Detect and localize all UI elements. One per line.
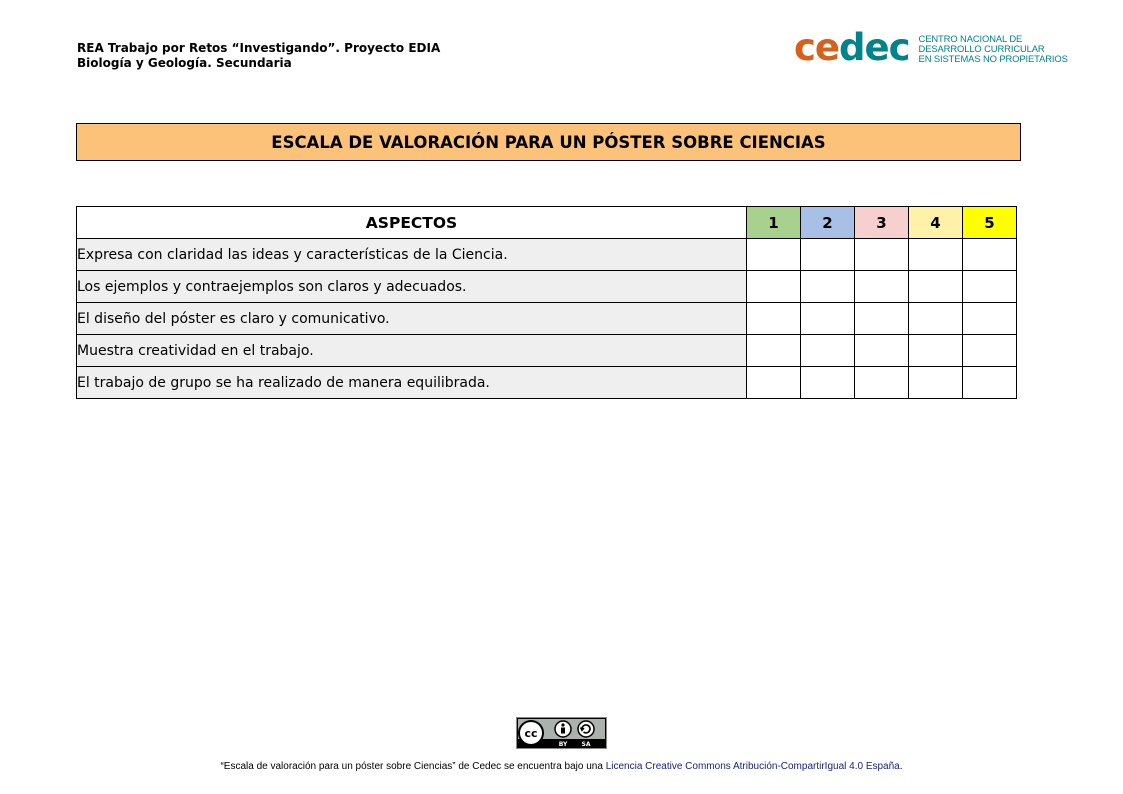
score-header-2: 2 (801, 207, 855, 239)
score-header-4: 4 (909, 207, 963, 239)
aspect-label: Expresa con claridad las ideas y características de la Ciencia. (77, 239, 747, 271)
aspect-label: El trabajo de grupo se ha realizado de manera equilibrada. (77, 367, 747, 399)
logo-word-part1: ce (794, 26, 840, 69)
score-cell-5[interactable] (963, 367, 1017, 399)
table-header-row (77, 207, 1017, 239)
share-alike-icon (578, 721, 594, 737)
score-cell-5[interactable] (963, 335, 1017, 367)
score-cell-5[interactable] (963, 239, 1017, 271)
score-cell-4[interactable] (909, 239, 963, 271)
aspect-label: Muestra creatividad en el trabajo. (77, 335, 747, 367)
score-cell-5[interactable] (963, 303, 1017, 335)
score-cell-3[interactable] (855, 239, 909, 271)
logo-subtitle-line2: DESARROLLO CURRICULAR (918, 43, 1045, 54)
table-row (77, 239, 1017, 271)
logo-word-part2: dec (839, 26, 910, 69)
score-header-1: 1 (747, 207, 801, 239)
sa-label: SA (581, 741, 591, 748)
score-cell-2[interactable] (801, 335, 855, 367)
score-header-5: 5 (963, 207, 1017, 239)
header-line-1: REA Trabajo por Retos “Investigando”. Proyecto EDIA (77, 41, 441, 55)
table-row (77, 367, 1017, 399)
score-cell-2[interactable] (801, 303, 855, 335)
score-cell-5[interactable] (963, 271, 1017, 303)
score-cell-3[interactable] (855, 271, 909, 303)
attribution-icon (555, 721, 571, 737)
score-cell-4[interactable] (909, 367, 963, 399)
footer-end: . (899, 761, 903, 772)
logo-wordmark (794, 28, 910, 68)
document-header (77, 41, 440, 71)
score-cell-2[interactable] (801, 271, 855, 303)
table-row (77, 271, 1017, 303)
score-cell-3[interactable] (855, 335, 909, 367)
aspect-label: El diseño del póster es claro y comunicativo. (77, 303, 747, 335)
score-cell-3[interactable] (855, 303, 909, 335)
license-link[interactable]: Licencia Creative Commons Atribución-CompartirIgual 4.0 España (605, 761, 900, 772)
score-cell-1[interactable] (747, 335, 801, 367)
logo-subtitle-line3: EN SISTEMAS NO PROPIETARIOS (918, 53, 1068, 64)
cedec-logo (794, 28, 1068, 68)
table-row (77, 303, 1017, 335)
score-cell-2[interactable] (801, 367, 855, 399)
logo-subtitle-line1: CENTRO NACIONAL DE (918, 33, 1023, 44)
score-cell-1[interactable] (747, 239, 801, 271)
footer-text: “Escala de valoración para un póster sobre Ciencias” de Cedec se encuentra bajo una (220, 761, 606, 772)
score-cell-4[interactable] (909, 303, 963, 335)
aspects-header: ASPECTOS (77, 207, 747, 239)
score-cell-4[interactable] (909, 335, 963, 367)
score-cell-4[interactable] (909, 271, 963, 303)
score-cell-2[interactable] (801, 239, 855, 271)
logo-subtitle (919, 32, 1068, 64)
cc-icon (519, 721, 543, 745)
score-cell-1[interactable] (747, 303, 801, 335)
header-line-2: Biología y Geología. Secundaria (77, 56, 292, 70)
score-cell-1[interactable] (747, 367, 801, 399)
license-footer (0, 761, 1123, 772)
page-title: ESCALA DE VALORACIÓN PARA UN PÓSTER SOBRE CIENCIAS (76, 123, 1021, 161)
aspect-label: Los ejemplos y contraejemplos son claros y adecuados. (77, 271, 747, 303)
score-cell-3[interactable] (855, 367, 909, 399)
table-row (77, 335, 1017, 367)
cc-icon-label: cc (524, 727, 538, 740)
score-header-3: 3 (855, 207, 909, 239)
cc-by-sa-badge[interactable] (516, 717, 607, 749)
rating-table (76, 206, 1017, 399)
by-label: BY (558, 741, 568, 748)
score-cell-1[interactable] (747, 271, 801, 303)
